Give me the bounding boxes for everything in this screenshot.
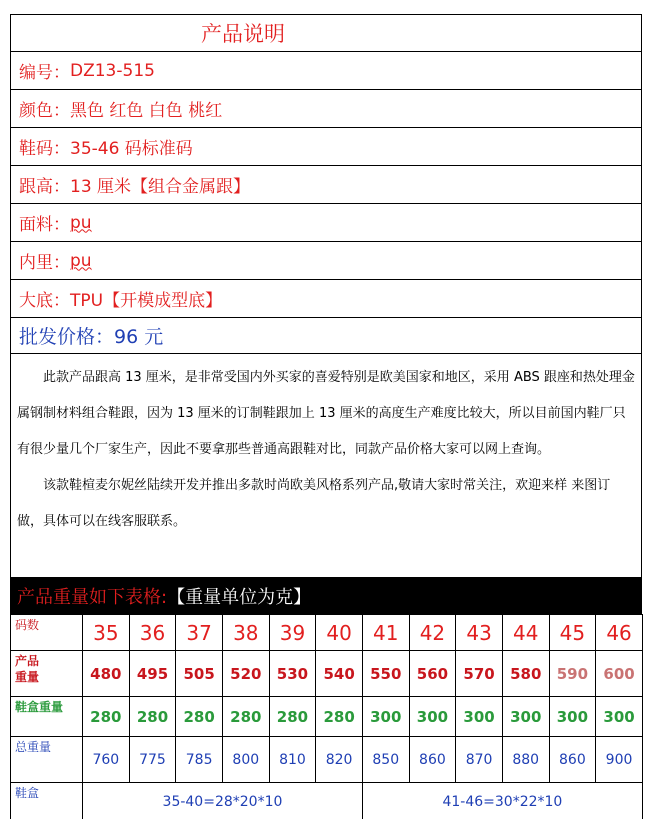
spec-value: 黑色 红色 白色 桃红 bbox=[70, 101, 223, 121]
spec-label: 鞋码： bbox=[19, 139, 70, 159]
weight-cell: 38 bbox=[222, 615, 269, 651]
spec-value: pu bbox=[70, 212, 92, 233]
row-label: 总重量 bbox=[11, 737, 83, 783]
spec-label: 面料： bbox=[19, 215, 70, 235]
product-sheet bbox=[10, 14, 642, 819]
weight-row bbox=[11, 651, 643, 697]
weight-header bbox=[10, 578, 642, 614]
weight-header-unit: 【重量单位为克】 bbox=[167, 583, 311, 609]
weight-cell: 520 bbox=[222, 651, 269, 697]
weight-cell: 36 bbox=[129, 615, 176, 651]
weight-cell: 280 bbox=[269, 697, 316, 737]
description-paragraph: 此款产品跟高 13 厘米，是非常受国内外买家的喜爱特别是欧美国家和地区，采用 ABS 跟座和热处理金属钢制材料组合鞋跟，因为 13 厘米的订制鞋跟加上 13 厘米的高度生产难度比较大，所以目前国内鞋厂只有很少量几个厂家生产，因此不要拿那些普通高跟鞋对比，同款产品价格大家可以网上查询。 bbox=[17, 370, 635, 457]
spec-row bbox=[10, 166, 642, 204]
weight-cell: 775 bbox=[129, 737, 176, 783]
spec-value: DZ13-515 bbox=[70, 60, 155, 81]
weight-cell: 37 bbox=[176, 615, 223, 651]
row-label: 鞋盒 bbox=[11, 783, 83, 819]
weight-cell: 505 bbox=[176, 651, 223, 697]
spec-row bbox=[10, 128, 642, 166]
weight-cell: 280 bbox=[129, 697, 176, 737]
spec-row bbox=[10, 52, 642, 90]
box-dimension-cell: 41-46=30*22*10 bbox=[362, 783, 642, 819]
weight-cell: 280 bbox=[83, 697, 130, 737]
weight-cell: 570 bbox=[456, 651, 503, 697]
spec-row bbox=[10, 280, 642, 318]
spec-value: TPU【开模成型底】 bbox=[70, 291, 223, 311]
spec-label: 大底： bbox=[19, 291, 70, 311]
weight-cell: 810 bbox=[269, 737, 316, 783]
weight-cell: 900 bbox=[596, 737, 643, 783]
weight-cell: 480 bbox=[83, 651, 130, 697]
weight-cell: 300 bbox=[456, 697, 503, 737]
weight-cell: 43 bbox=[456, 615, 503, 651]
weight-cell: 870 bbox=[456, 737, 503, 783]
weight-cell: 560 bbox=[409, 651, 456, 697]
price-row bbox=[10, 318, 642, 354]
spec-label: 跟高： bbox=[19, 177, 70, 197]
row-label: 鞋盒重量 bbox=[11, 697, 83, 737]
description-block bbox=[10, 354, 642, 578]
spec-row bbox=[10, 90, 642, 128]
weight-cell: 45 bbox=[549, 615, 596, 651]
weight-cell: 530 bbox=[269, 651, 316, 697]
weight-cell: 580 bbox=[502, 651, 549, 697]
weight-cell: 600 bbox=[596, 651, 643, 697]
weight-cell: 880 bbox=[502, 737, 549, 783]
weight-cell: 280 bbox=[222, 697, 269, 737]
weight-cell: 820 bbox=[316, 737, 363, 783]
weight-cell: 41 bbox=[362, 615, 409, 651]
price-value: 96 元 bbox=[114, 326, 164, 348]
spec-row bbox=[10, 204, 642, 242]
weight-cell: 300 bbox=[502, 697, 549, 737]
row-label: 产品 重量 bbox=[11, 651, 83, 697]
row-label: 码数 bbox=[11, 615, 83, 651]
weight-cell: 280 bbox=[176, 697, 223, 737]
weight-cell: 495 bbox=[129, 651, 176, 697]
spec-label: 内里： bbox=[19, 253, 70, 273]
weight-cell: 800 bbox=[222, 737, 269, 783]
spec-row bbox=[10, 242, 642, 280]
weight-cell: 46 bbox=[596, 615, 643, 651]
page-title: 产品说明 bbox=[201, 22, 285, 46]
weight-cell: 590 bbox=[549, 651, 596, 697]
weight-header-title: 产品重量如下表格: bbox=[17, 583, 167, 609]
weight-cell: 40 bbox=[316, 615, 363, 651]
spec-value: 13 厘米【组合金属跟】 bbox=[70, 177, 251, 197]
spec-value: pu bbox=[70, 250, 92, 271]
weight-row bbox=[11, 697, 643, 737]
weight-cell: 540 bbox=[316, 651, 363, 697]
weight-cell: 44 bbox=[502, 615, 549, 651]
weight-cell: 35 bbox=[83, 615, 130, 651]
title-row bbox=[10, 14, 642, 52]
weight-row bbox=[11, 783, 643, 819]
weight-cell: 300 bbox=[409, 697, 456, 737]
weight-row bbox=[11, 615, 643, 651]
weight-cell: 280 bbox=[316, 697, 363, 737]
box-dimension-cell: 35-40=28*20*10 bbox=[83, 783, 363, 819]
weight-cell: 300 bbox=[362, 697, 409, 737]
description-paragraph: 该款鞋楦麦尔妮丝陆续开发并推出多款时尚欧美风格系列产品,敬请大家时常关注，欢迎来样 来图订做，具体可以在线客服联系。 bbox=[17, 478, 611, 529]
weight-cell: 300 bbox=[596, 697, 643, 737]
weight-table bbox=[10, 614, 643, 819]
weight-cell: 39 bbox=[269, 615, 316, 651]
weight-cell: 785 bbox=[176, 737, 223, 783]
weight-cell: 42 bbox=[409, 615, 456, 651]
price-label: 批发价格： bbox=[19, 326, 115, 348]
weight-cell: 550 bbox=[362, 651, 409, 697]
weight-cell: 850 bbox=[362, 737, 409, 783]
spec-label: 编号： bbox=[19, 63, 70, 83]
weight-cell: 860 bbox=[409, 737, 456, 783]
weight-cell: 300 bbox=[549, 697, 596, 737]
weight-cell: 860 bbox=[549, 737, 596, 783]
spec-value: 35-46 码标准码 bbox=[70, 139, 193, 159]
weight-row bbox=[11, 737, 643, 783]
spec-label: 颜色： bbox=[19, 101, 70, 121]
weight-cell: 760 bbox=[83, 737, 130, 783]
